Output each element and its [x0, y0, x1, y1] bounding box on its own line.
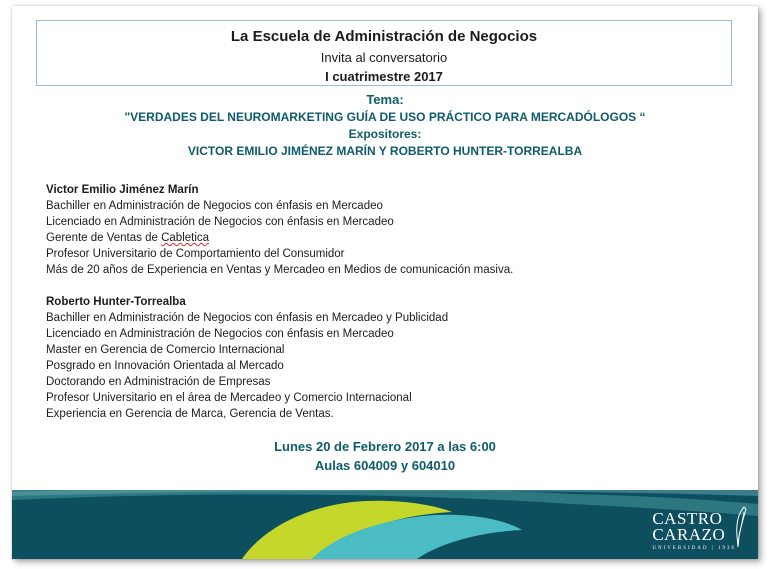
- bio-line: [46, 230, 726, 246]
- speakers-names: VICTOR EMILIO JIMÉNEZ MARÍN Y ROBERTO HUNTER-TORREALBA: [187, 144, 583, 158]
- bio-line: Bachiller en Administración de Negocios con énfasis en Mercadeo: [46, 200, 383, 212]
- bio-line: Doctorando en Administración de Empresas: [46, 376, 271, 388]
- speaker-name: Roberto Hunter-Torrealba: [46, 296, 186, 308]
- speakers-label: Expositores:: [348, 127, 422, 141]
- footer-banner: [12, 490, 758, 559]
- bio-line: Profesor Universitario en el área de Mercadeo y Comercio Internacional: [46, 392, 412, 404]
- event-rooms: Aulas 604009 y 604010: [314, 458, 456, 473]
- event-date: Lunes 20 de Febrero 2017 a las 6:00: [274, 439, 496, 454]
- bio-line: Posgrado en Innovación Orientada al Mercado: [46, 360, 284, 372]
- topic-label: Tema:: [366, 92, 404, 107]
- invitation-document: [12, 6, 758, 559]
- school-title: La Escuela de Administración de Negocios: [230, 28, 538, 45]
- feather-icon: [734, 506, 748, 548]
- bio-line: Profesor Universitario de Comportamiento del Consumidor: [46, 248, 345, 260]
- brand-tagline: UNIVERSIDAD | 1936: [652, 546, 736, 551]
- speaker-name: Victor Emilio Jiménez Marín: [46, 184, 199, 196]
- bio-line: Licenciado en Administración de Negocios con énfasis en Mercadeo: [46, 216, 394, 228]
- bio-line: Experiencia en Gerencia de Marca, Gerencia de Ventas.: [46, 408, 334, 420]
- brand-line-2: CARAZO: [652, 525, 726, 544]
- bio-line-text: Gerente de Ventas de: [46, 232, 162, 244]
- speaker-bio-jimenez: [46, 182, 726, 278]
- speaker-bio-hunter: [46, 294, 726, 422]
- castro-carazo-logo: [652, 511, 736, 553]
- invitation-subtitle: Invita al conversatorio: [320, 50, 448, 65]
- bio-line: Más de 20 años de Experiencia en Ventas y Mercadeo en Medios de comunicación masiva.: [46, 264, 514, 276]
- bio-line: Bachiller en Administración de Negocios con énfasis en Mercadeo y Publicidad: [46, 312, 449, 324]
- bio-line: Licenciado en Administración de Negocios con énfasis en Mercadeo: [46, 328, 394, 340]
- header-box: [36, 20, 732, 86]
- brand-line-1: CASTRO: [652, 509, 723, 528]
- topic-text: "VERDADES DEL NEUROMARKETING GUÍA DE USO PRÁCTICO PARA MERCADÓLOGOS “: [124, 110, 646, 124]
- spellcheck-word: Cabletica: [161, 232, 210, 244]
- term-label: I cuatrimestre 2017: [325, 69, 443, 84]
- bio-line: Master en Gerencia de Comercio Internacional: [46, 344, 285, 356]
